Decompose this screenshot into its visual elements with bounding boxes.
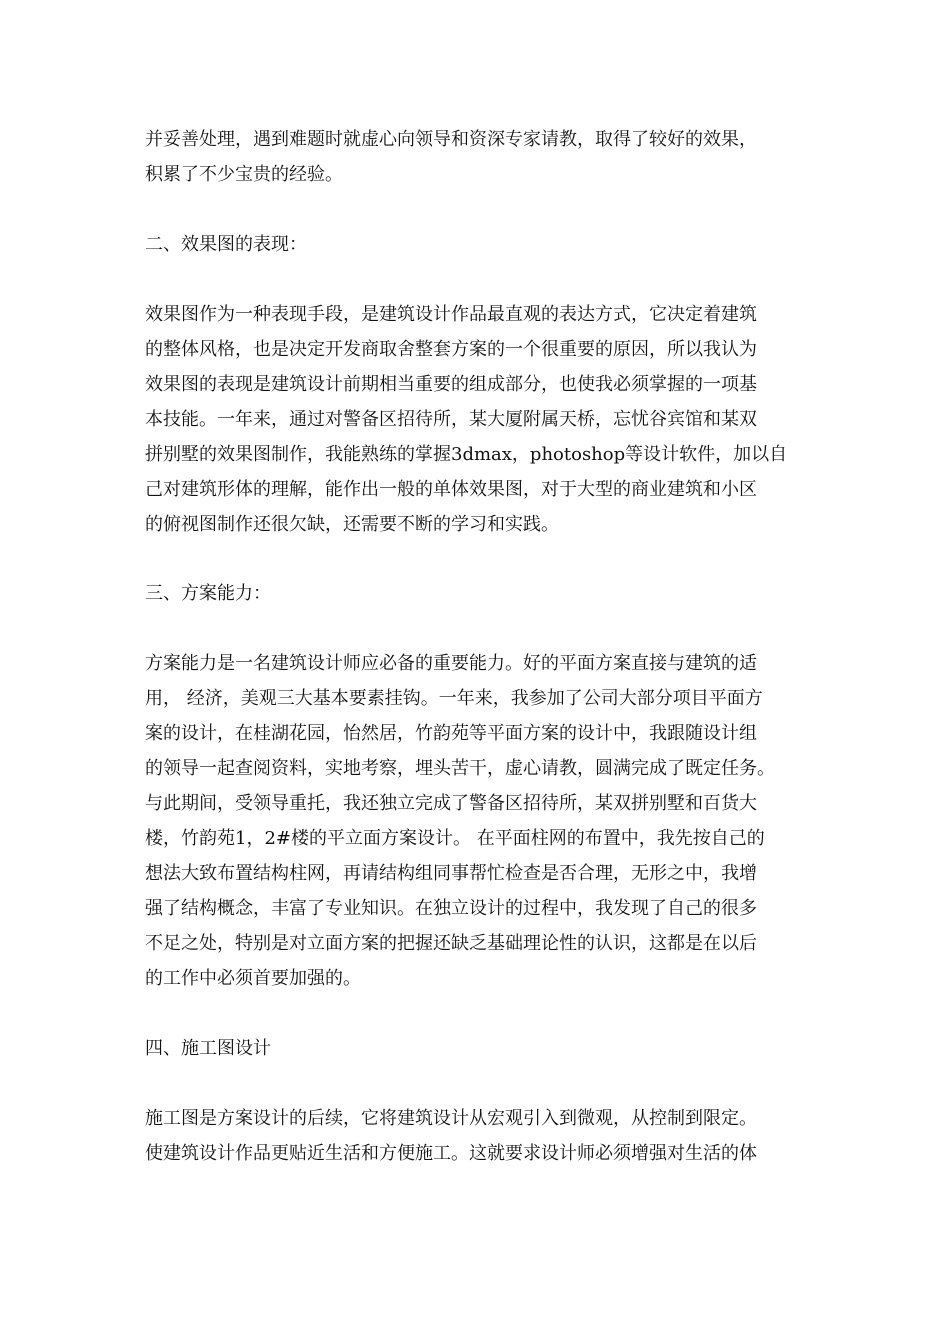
section-heading: 三、方案能力： <box>145 583 271 604</box>
paragraph-line: 楼，竹韵苑1，2#楼的平立面方案设计。 在平面柱网的布置中，我先按自己的 <box>145 828 765 849</box>
paragraph-line: 效果图作为一种表现手段，是建筑设计作品最直观的表达方式，它决定着建筑 <box>145 304 757 325</box>
paragraph-line: 方案能力是一名建筑设计师应必备的重要能力。好的平面方案直接与建筑的适 <box>145 653 757 674</box>
paragraph-line: 并妥善处理，遇到难题时就虚心向领导和资深专家请教，取得了较好的效果， <box>145 129 757 150</box>
paragraph-line: 施工图是方案设计的后续，它将建筑设计从宏观引入到微观，从控制到限定。 <box>145 1108 757 1129</box>
section-heading: 四、施工图设计 <box>145 1038 271 1059</box>
paragraph-line: 本技能。一年来，通过对警备区招待所，某大厦附属天桥，忘忧谷宾馆和某双 <box>145 409 757 430</box>
paragraph-line: 的工作中必须首要加强的。 <box>145 968 361 989</box>
paragraph-line: 不足之处，特别是对立面方案的把握还缺乏基础理论性的认识，这都是在以后 <box>145 933 757 954</box>
paragraph-line: 效果图的表现是建筑设计前期相当重要的组成部分，也使我必须掌握的一项基 <box>145 374 757 395</box>
paragraph-line: 与此期间，受领导重托，我还独立完成了警备区招待所，某双拼别墅和百货大 <box>145 793 757 814</box>
paragraph-line: 积累了不少宝贵的经验。 <box>145 164 343 185</box>
paragraph-line: 拼别墅的效果图制作，我能熟练的掌握3dmax，photoshop等设计软件，加以自 <box>145 444 788 465</box>
paragraph-line: 的领导一起查阅资料，实地考察，埋头苦干，虚心请教，圆满完成了既定任务。 <box>145 758 775 779</box>
paragraph-line: 使建筑设计作品更贴近生活和方便施工。这就要求设计师必须增强对生活的体 <box>145 1143 757 1164</box>
paragraph-line: 强了结构概念，丰富了专业知识。在独立设计的过程中，我发现了自己的很多 <box>145 898 757 919</box>
paragraph-line: 想法大致布置结构柱网，再请结构组同事帮忙检查是否合理，无形之中，我增 <box>145 863 757 884</box>
paragraph-line: 己对建筑形体的理解，能作出一般的单体效果图，对于大型的商业建筑和小区 <box>145 479 757 500</box>
paragraph-line: 的俯视图制作还很欠缺，还需要不断的学习和实践。 <box>145 514 559 535</box>
section-heading: 二、效果图的表现： <box>145 234 307 255</box>
paragraph-line: 的整体风格，也是决定开发商取舍整套方案的一个很重要的原因，所以我认为 <box>145 339 757 360</box>
paragraph-line: 案的设计，在桂湖花园，怡然居，竹韵苑等平面方案的设计中，我跟随设计组 <box>145 723 757 744</box>
paragraph-line: 用， 经济，美观三大基本要素挂钩。一年来，我参加了公司大部分项目平面方 <box>145 688 763 709</box>
